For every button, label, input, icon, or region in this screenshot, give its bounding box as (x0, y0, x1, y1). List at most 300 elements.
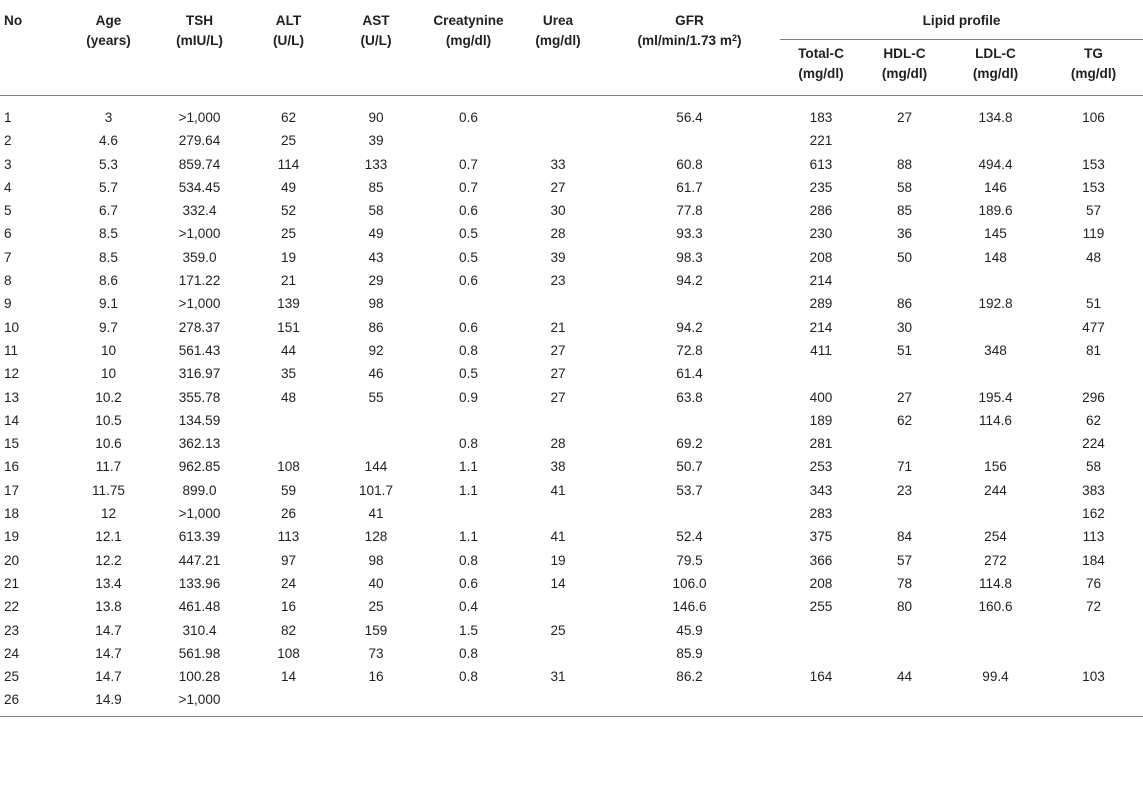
cell-no: 11 (4, 342, 19, 358)
cell-alt: 82 (280, 622, 297, 638)
cell-ldl-c (947, 432, 1044, 455)
cell-gfr: 86.2 (676, 669, 703, 685)
cell-no: 2 (4, 133, 12, 149)
table-row (0, 572, 1143, 595)
cell-ast: 49 (368, 226, 384, 242)
cell-total-c: 183 (809, 110, 833, 125)
cell-tg: 224 (1082, 436, 1105, 452)
cell-hdl-c: 27 (896, 389, 913, 405)
cell-urea (517, 409, 599, 432)
header-lipid-profile: Lipid profile (780, 0, 1143, 40)
cell-tsh: 461.48 (178, 599, 221, 615)
cell-urea: 28 (550, 436, 566, 452)
cell-total-c: 283 (809, 506, 833, 522)
cell-age: 10 (100, 366, 117, 382)
cell-ast: 41 (368, 506, 384, 522)
cell-total-c: 613 (809, 156, 833, 172)
cell-tsh: 134.59 (178, 412, 221, 428)
cell-ast: 40 (368, 575, 384, 591)
table-row (0, 665, 1143, 688)
cell-age: 6.7 (99, 203, 118, 219)
cell-hdl-c: 58 (896, 179, 913, 195)
cell-ldl-c: 244 (984, 482, 1007, 498)
table-row (0, 153, 1143, 176)
table-row (0, 409, 1143, 432)
cell-creatynine: 1.1 (459, 459, 478, 475)
cell-hdl-c (862, 619, 947, 642)
cell-total-c: 366 (809, 552, 833, 568)
cell-alt (245, 432, 332, 455)
cell-tsh: 278.37 (178, 319, 221, 335)
cell-tg: 153 (1082, 179, 1105, 195)
cell-tg: 103 (1082, 669, 1105, 685)
cell-total-c: 208 (809, 575, 833, 591)
cell-age: 12 (100, 506, 117, 522)
cell-urea (517, 292, 599, 315)
cell-total-c: 286 (809, 203, 833, 219)
cell-gfr (599, 409, 780, 432)
cell-tg: 477 (1082, 319, 1105, 335)
cell-urea: 31 (550, 669, 566, 685)
cell-alt: 62 (280, 110, 297, 125)
cell-no: 23 (4, 622, 20, 638)
cell-gfr: 106.0 (672, 575, 707, 591)
cell-ast (332, 409, 420, 432)
cell-tg (1044, 688, 1143, 711)
table-row (0, 292, 1143, 315)
cell-ast (332, 432, 420, 455)
table-row (0, 479, 1143, 502)
header-ldl-c: LDL-C (mg/dl) (947, 40, 1044, 96)
cell-gfr: 63.8 (676, 389, 703, 405)
cell-total-c: 214 (809, 273, 833, 289)
cell-tg (1044, 642, 1143, 665)
cell-creatynine (420, 502, 517, 525)
table-body (0, 96, 1143, 716)
cell-hdl-c (862, 269, 947, 292)
cell-gfr: 93.3 (676, 226, 703, 242)
table-row (0, 106, 1143, 129)
cell-ldl-c: 348 (984, 342, 1007, 358)
cell-tg: 113 (1082, 529, 1105, 545)
cell-hdl-c: 57 (896, 552, 913, 568)
cell-gfr: 94.2 (676, 319, 703, 335)
cell-hdl-c (862, 432, 947, 455)
cell-ldl-c (947, 129, 1044, 152)
cell-total-c (780, 362, 862, 385)
cell-hdl-c: 80 (896, 599, 913, 615)
cell-ldl-c: 272 (984, 552, 1007, 568)
cell-age: 13.8 (95, 599, 122, 615)
cell-hdl-c: 85 (896, 203, 913, 219)
cell-urea (517, 502, 599, 525)
cell-no: 21 (4, 575, 20, 591)
cell-no: 15 (4, 436, 20, 452)
cell-ldl-c: 114.6 (978, 412, 1012, 428)
cell-alt: 35 (280, 366, 297, 382)
table-header (0, 0, 1143, 96)
cell-hdl-c: 86 (896, 296, 913, 312)
table-row (0, 502, 1143, 525)
cell-gfr: 53.7 (676, 482, 703, 498)
cell-total-c: 281 (809, 436, 833, 452)
cell-gfr: 50.7 (676, 459, 703, 475)
cell-tsh: 171.22 (178, 273, 221, 289)
cell-ast: 46 (368, 366, 384, 382)
cell-total-c: 164 (809, 669, 833, 685)
cell-creatynine: 0.4 (459, 599, 478, 615)
cell-alt: 97 (280, 552, 297, 568)
cell-alt: 108 (277, 459, 300, 475)
cell-tg: 72 (1085, 599, 1102, 615)
cell-age: 12.2 (95, 552, 122, 568)
cell-ldl-c (947, 502, 1044, 525)
cell-ast: 98 (368, 296, 384, 312)
cell-creatynine: 0.7 (459, 156, 478, 172)
cell-ldl-c (947, 688, 1044, 711)
cell-tsh: 100.28 (178, 669, 221, 685)
cell-total-c: 343 (809, 482, 833, 498)
cell-tsh: 613.39 (178, 529, 221, 545)
header-alt: ALT (U/L) (245, 0, 332, 96)
cell-age: 10.5 (95, 412, 122, 428)
cell-tg: 106 (1082, 110, 1105, 125)
cell-alt: 49 (280, 179, 297, 195)
cell-no: 4 (4, 179, 12, 195)
cell-age: 8.6 (99, 273, 118, 289)
cell-total-c: 235 (809, 179, 833, 195)
cell-tg: 62 (1085, 412, 1102, 428)
cell-alt (245, 688, 332, 711)
cell-hdl-c (862, 362, 947, 385)
cell-creatynine: 0.8 (459, 436, 478, 452)
cell-ldl-c (947, 269, 1044, 292)
cell-age: 10.2 (95, 389, 122, 405)
table-row (0, 269, 1143, 292)
cell-ldl-c (947, 642, 1044, 665)
cell-age: 13.4 (95, 575, 122, 591)
header-tsh: TSH (mIU/L) (154, 0, 245, 96)
cell-ast (332, 688, 420, 711)
cell-no: 18 (4, 506, 20, 522)
cell-total-c: 289 (809, 296, 833, 312)
cell-creatynine (420, 292, 517, 315)
table-row (0, 222, 1143, 245)
cell-gfr: 60.8 (676, 156, 703, 172)
cell-total-c: 214 (809, 319, 833, 335)
cell-urea: 19 (550, 552, 566, 568)
cell-no: 24 (4, 645, 20, 661)
cell-alt: 48 (280, 389, 297, 405)
cell-total-c: 221 (809, 133, 833, 149)
cell-tsh: 859.74 (178, 156, 221, 172)
header-urea: Urea (mg/dl) (517, 0, 599, 96)
cell-ast: 43 (368, 249, 384, 265)
cell-tsh: 534.45 (178, 179, 221, 195)
cell-gfr: 98.3 (676, 249, 703, 265)
cell-gfr: 94.2 (676, 273, 703, 289)
header-hdl-c: HDL-C (mg/dl) (862, 40, 947, 96)
cell-age: 3 (104, 110, 113, 125)
table-row (0, 549, 1143, 572)
cell-tsh: 310.4 (182, 622, 217, 638)
cell-no: 8 (4, 273, 12, 289)
cell-creatynine: 0.6 (459, 273, 478, 289)
cell-tg: 119 (1082, 226, 1105, 242)
cell-no: 5 (4, 203, 12, 219)
cell-tg (1044, 129, 1143, 152)
cell-tsh: 332.4 (182, 203, 217, 219)
cell-ast: 39 (368, 133, 384, 149)
header-ast: AST (U/L) (332, 0, 420, 96)
cell-gfr: 72.8 (676, 342, 703, 358)
cell-hdl-c: 44 (896, 669, 913, 685)
cell-alt (245, 409, 332, 432)
cell-no: 20 (4, 552, 20, 568)
cell-hdl-c: 30 (896, 319, 913, 335)
table-row (0, 525, 1143, 548)
cell-alt: 44 (280, 342, 297, 358)
cell-creatynine: 0.5 (459, 226, 478, 242)
cell-age: 9.1 (99, 296, 118, 312)
cell-hdl-c: 23 (896, 482, 913, 498)
header-total-c: Total-C (mg/dl) (780, 40, 862, 96)
cell-ldl-c: 146 (984, 179, 1007, 195)
cell-creatynine: 0.8 (459, 669, 478, 685)
cell-age: 5.7 (99, 179, 118, 195)
cell-ast: 16 (368, 669, 384, 685)
cell-no: 16 (4, 459, 20, 475)
cell-age: 11.75 (91, 482, 125, 498)
cell-ast: 133 (364, 156, 388, 172)
cell-total-c: 230 (809, 226, 833, 242)
cell-hdl-c: 88 (896, 156, 913, 172)
cell-no: 13 (4, 389, 20, 405)
cell-tsh: 962.85 (178, 459, 221, 475)
header-age: Age (years) (63, 0, 154, 96)
cell-tg (1044, 619, 1143, 642)
bottom-rule (0, 716, 1143, 717)
cell-creatynine: 0.8 (459, 552, 478, 568)
header-no: No (0, 0, 63, 96)
cell-ast: 98 (368, 552, 384, 568)
cell-no: 7 (4, 249, 12, 265)
cell-gfr (599, 292, 780, 315)
cell-tg: 184 (1082, 552, 1105, 568)
cell-urea (517, 106, 599, 129)
cell-creatynine: 0.6 (459, 110, 478, 125)
cell-no: 9 (4, 296, 12, 312)
cell-hdl-c: 27 (896, 110, 913, 125)
spacer-row (0, 96, 1143, 107)
cell-hdl-c (862, 642, 947, 665)
table-row (0, 386, 1143, 409)
cell-total-c (780, 688, 862, 711)
cell-ldl-c: 189.6 (978, 203, 1013, 219)
cell-urea: 41 (550, 482, 566, 498)
cell-age: 12.1 (95, 529, 122, 545)
table-row (0, 129, 1143, 152)
cell-no: 25 (4, 669, 20, 685)
cell-urea: 33 (550, 156, 566, 172)
cell-alt: 14 (280, 669, 297, 685)
cell-urea: 28 (550, 226, 566, 242)
table-row (0, 339, 1143, 362)
cell-tsh: 355.78 (178, 389, 221, 405)
cell-alt: 113 (277, 529, 300, 545)
cell-tsh: >1,000 (178, 506, 221, 522)
cell-creatynine: 0.8 (459, 645, 478, 661)
cell-hdl-c (862, 502, 947, 525)
cell-ast: 144 (364, 459, 388, 475)
cell-ast: 92 (368, 342, 384, 358)
cell-ldl-c: 99.4 (982, 669, 1009, 685)
cell-ldl-c: 156 (984, 459, 1007, 475)
cell-ldl-c (947, 362, 1044, 385)
cell-gfr: 45.9 (676, 622, 703, 638)
cell-tsh: >1,000 (178, 226, 221, 242)
cell-ast: 101.7 (358, 482, 394, 498)
cell-creatynine: 0.7 (459, 179, 478, 195)
cell-hdl-c: 71 (896, 459, 913, 475)
cell-urea: 27 (550, 389, 566, 405)
cell-total-c: 208 (809, 249, 833, 265)
cell-tg: 76 (1085, 575, 1102, 591)
cell-gfr: 79.5 (676, 552, 703, 568)
cell-gfr (599, 688, 780, 711)
cell-creatynine: 0.9 (459, 389, 478, 405)
table-row (0, 619, 1143, 642)
table-row (0, 316, 1143, 339)
table-row (0, 688, 1143, 711)
cell-hdl-c: 36 (896, 226, 913, 242)
cell-creatynine (420, 129, 517, 152)
cell-total-c: 400 (809, 389, 833, 405)
cell-creatynine (420, 409, 517, 432)
cell-gfr: 52.4 (676, 529, 703, 545)
cell-ldl-c: 494.4 (978, 156, 1013, 172)
cell-urea: 23 (550, 273, 566, 289)
cell-tsh: >1,000 (178, 692, 221, 708)
header-creatynine: Creatynine (mg/dl) (420, 0, 517, 96)
cell-tsh: >1,000 (178, 296, 221, 312)
cell-no: 17 (4, 482, 20, 498)
cell-creatynine: 0.6 (459, 319, 478, 335)
cell-tsh: 362.13 (178, 436, 221, 452)
cell-creatynine: 0.5 (459, 249, 478, 265)
cell-total-c: 375 (809, 529, 833, 545)
cell-tg: 162 (1082, 506, 1105, 522)
table-row (0, 362, 1143, 385)
cell-age: 14.7 (95, 645, 122, 661)
cell-urea (517, 129, 599, 152)
cell-alt: 114 (277, 156, 300, 172)
cell-ldl-c (947, 619, 1044, 642)
cell-no: 1 (4, 110, 12, 125)
cell-tg: 51 (1085, 296, 1102, 312)
cell-no: 12 (4, 366, 20, 382)
cell-gfr: 56.4 (676, 110, 703, 125)
cell-hdl-c (862, 688, 947, 711)
cell-alt: 139 (277, 296, 300, 312)
cell-creatynine: 1.5 (459, 622, 478, 638)
header-gfr: GFR (ml/min/1.73 $m^2$) (599, 0, 780, 96)
cell-no: 3 (4, 156, 12, 172)
cell-total-c: 189 (809, 412, 833, 428)
cell-ldl-c: 160.6 (978, 599, 1013, 615)
cell-tg: 57 (1085, 203, 1102, 219)
cell-tg: 296 (1082, 389, 1105, 405)
cell-no: 10 (4, 319, 20, 335)
cell-alt: 25 (280, 226, 297, 242)
cell-age: 5.3 (99, 156, 118, 172)
cell-alt: 19 (280, 249, 297, 265)
cell-age: 9.7 (99, 319, 118, 335)
cell-tsh: 133.96 (178, 575, 221, 591)
cell-ast: 159 (364, 622, 388, 638)
cell-age: 10 (100, 342, 117, 358)
cell-total-c: 411 (810, 342, 832, 358)
cell-hdl-c: 51 (896, 342, 913, 358)
cell-creatynine: 0.5 (459, 366, 478, 382)
cell-tsh: 447.21 (178, 552, 221, 568)
cell-ast: 58 (368, 203, 384, 219)
cell-alt: 52 (280, 203, 297, 219)
header-tg: TG (mg/dl) (1044, 40, 1143, 96)
cell-gfr: 61.7 (676, 179, 703, 195)
cell-total-c (780, 642, 862, 665)
cell-tg: 48 (1085, 249, 1102, 265)
cell-age: 14.9 (95, 692, 122, 708)
cell-ast: 85 (368, 179, 384, 195)
cell-urea: 30 (550, 203, 566, 219)
cell-hdl-c (862, 129, 947, 152)
cell-alt: 108 (277, 645, 300, 661)
cell-urea: 21 (550, 319, 566, 335)
cell-ast: 55 (368, 389, 384, 405)
cell-tg: 383 (1082, 482, 1105, 498)
cell-no: 22 (4, 599, 20, 615)
cell-no: 19 (4, 529, 20, 545)
cell-urea: 27 (550, 342, 566, 358)
cell-urea (517, 642, 599, 665)
cell-tg: 153 (1082, 156, 1105, 172)
cell-alt: 151 (277, 319, 300, 335)
cell-ldl-c: 148 (984, 249, 1007, 265)
cell-alt: 21 (280, 273, 297, 289)
cell-ldl-c: 145 (984, 226, 1007, 242)
cell-alt: 59 (280, 482, 297, 498)
cell-ast: 73 (368, 645, 384, 661)
cell-hdl-c: 78 (896, 575, 913, 591)
cell-creatynine: 0.8 (459, 342, 478, 358)
cell-ast: 25 (368, 599, 384, 615)
cell-ldl-c: 134.8 (978, 110, 1013, 125)
cell-urea: 14 (550, 575, 566, 591)
cell-tsh: 899.0 (182, 482, 217, 498)
table-row (0, 455, 1143, 478)
cell-tg (1044, 362, 1143, 385)
table-row (0, 642, 1143, 665)
cell-total-c (780, 619, 862, 642)
cell-gfr: 85.9 (676, 645, 703, 661)
cell-age: 8.5 (99, 249, 118, 265)
cell-no: 6 (4, 226, 12, 242)
cell-alt: 25 (280, 133, 297, 149)
cell-gfr (599, 502, 780, 525)
table-row (0, 199, 1143, 222)
cell-gfr: 61.4 (676, 366, 703, 382)
